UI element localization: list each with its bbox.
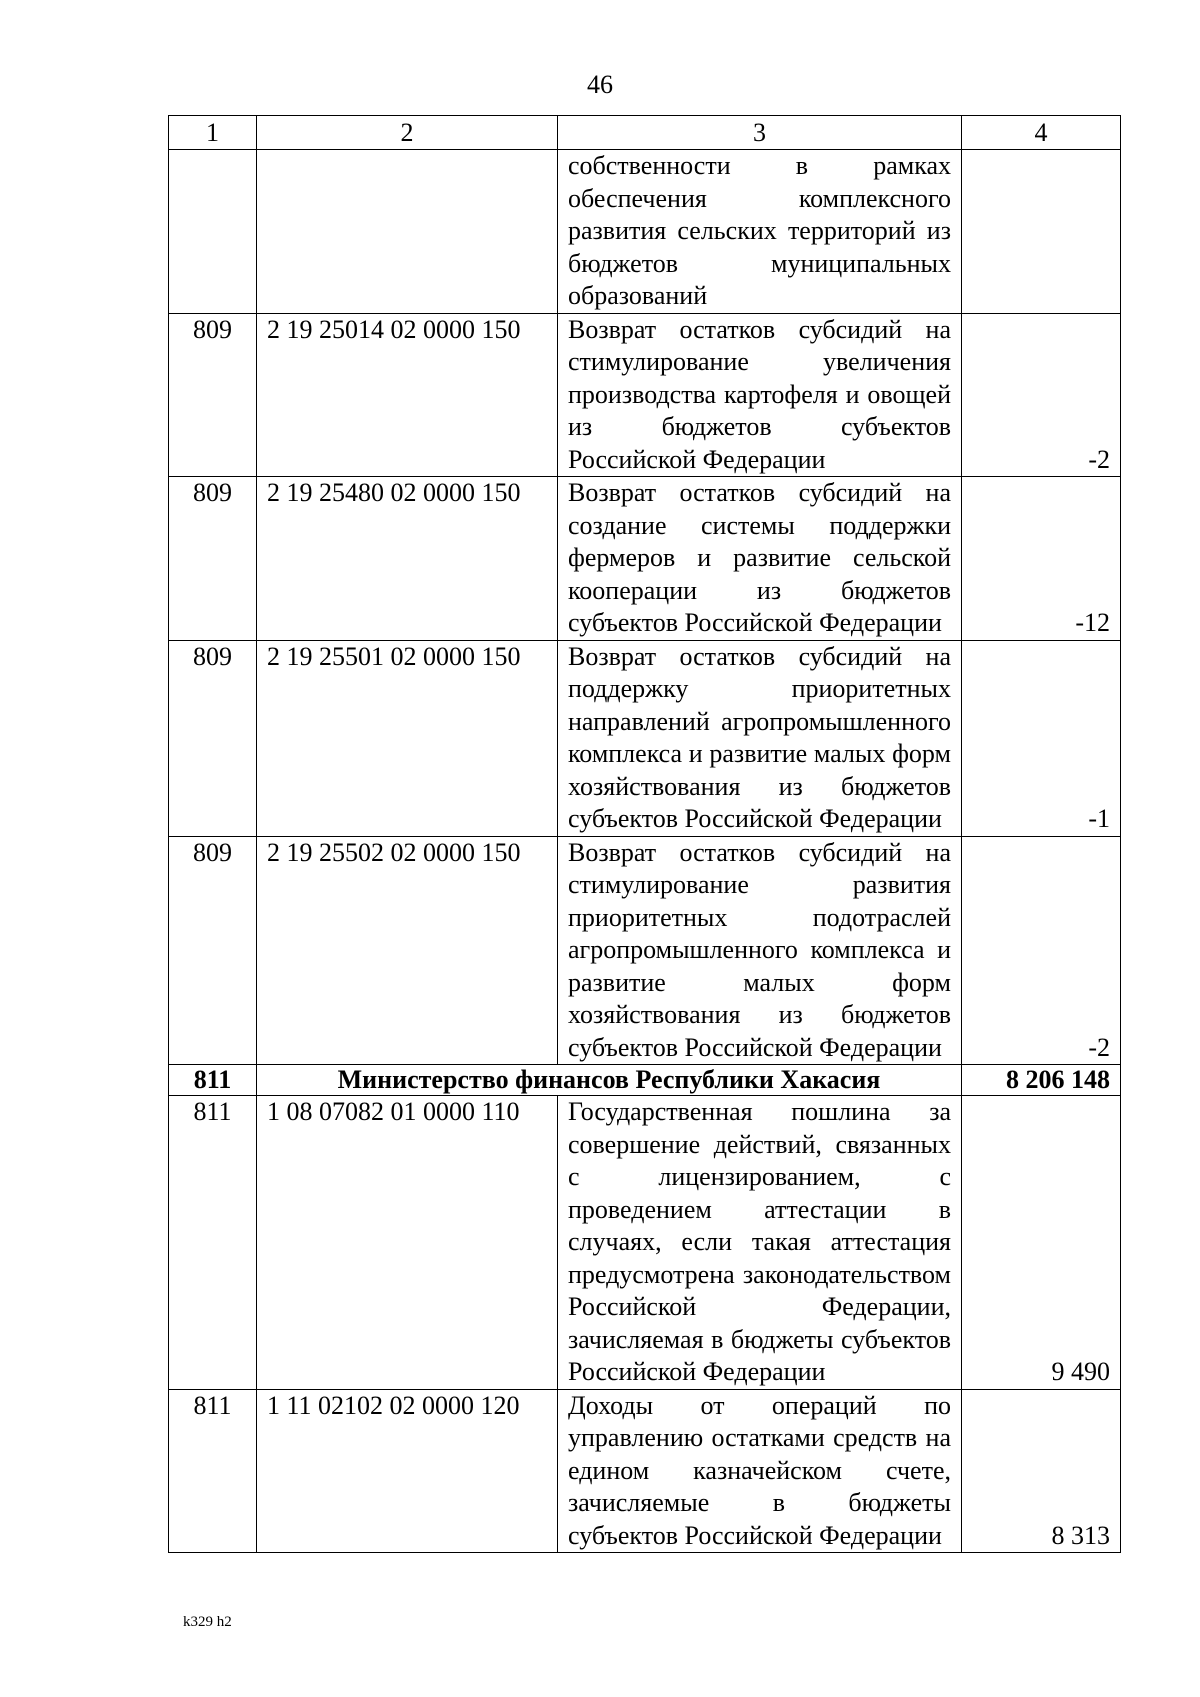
amount-cell: [962, 150, 1121, 314]
amount-cell: -2: [962, 313, 1121, 477]
revenue-code-cell: [257, 150, 558, 314]
revenue-name-cell: Государственная пошлина за совершение действий, связанных с лицензированием, с проведением аттестации в случаях, если такая аттестация предусмотрена законодательством Российской Федерации, зачисляемая в бюджеты субъектов Российской Федерации: [558, 1096, 962, 1390]
revenue-code-cell: 2 19 25501 02 0000 150: [257, 640, 558, 836]
organization-row: [169, 1065, 1121, 1096]
revenue-table: [168, 115, 1121, 1553]
header-col-3: 3: [558, 116, 962, 150]
admin-code-cell: [169, 150, 257, 314]
revenue-name-cell: Возврат остатков субсидий на поддержку приоритетных направлений агропромышленного комплекса и развитие малых форм хозяйствования из бюджетов субъектов Российской Федерации: [558, 640, 962, 836]
amount-cell: 9 490: [962, 1096, 1121, 1390]
revenue-code-cell: 2 19 25480 02 0000 150: [257, 477, 558, 641]
admin-code-cell: 811: [169, 1096, 257, 1390]
org-name-cell: Министерство финансов Республики Хакасия: [257, 1065, 962, 1096]
revenue-code-cell: 2 19 25502 02 0000 150: [257, 836, 558, 1065]
admin-code-cell: 809: [169, 313, 257, 477]
header-col-1: 1: [169, 116, 257, 150]
amount-cell: 8 313: [962, 1389, 1121, 1553]
header-col-4: 4: [962, 116, 1121, 150]
table-row: [169, 477, 1121, 641]
amount-cell: -2: [962, 836, 1121, 1065]
admin-code-cell: 809: [169, 640, 257, 836]
amount-cell: -12: [962, 477, 1121, 641]
table-row: [169, 1096, 1121, 1390]
admin-code-cell: 809: [169, 836, 257, 1065]
table-row: [169, 640, 1121, 836]
org-amount-cell: 8 206 148: [962, 1065, 1121, 1096]
page-number: 46: [587, 70, 613, 99]
revenue-name-cell: Возврат остатков субсидий на стимулирование развития приоритетных подотраслей агропромышленного комплекса и развитие малых форм хозяйствования из бюджетов субъектов Российской Федерации: [558, 836, 962, 1065]
revenue-name-cell: Доходы от операций по управлению остатками средств на едином казначейском счете, зачисляемые в бюджеты субъектов Российской Федерации: [558, 1389, 962, 1553]
revenue-code-cell: 1 08 07082 01 0000 110: [257, 1096, 558, 1390]
revenue-name-cell: Возврат остатков субсидий на стимулирование увеличения производства картофеля и овощей из бюджетов субъектов Российской Федерации: [558, 313, 962, 477]
header-row: [169, 116, 1121, 150]
admin-code-cell: 809: [169, 477, 257, 641]
table-row: [169, 836, 1121, 1065]
table-row: [169, 1389, 1121, 1553]
revenue-name-cell: собственности в рамках обеспечения комплексного развития сельских территорий из бюджетов муниципальных образований: [558, 150, 962, 314]
table-row: [169, 313, 1121, 477]
amount-cell: -1: [962, 640, 1121, 836]
revenue-code-cell: 2 19 25014 02 0000 150: [257, 313, 558, 477]
table-row: [169, 150, 1121, 314]
footer-code: k329 h2: [183, 1614, 232, 1630]
admin-code-cell: 811: [169, 1389, 257, 1553]
revenue-name-cell: Возврат остатков субсидий на создание системы поддержки фермеров и развитие сельской кооперации из бюджетов субъектов Российской Федерации: [558, 477, 962, 641]
revenue-code-cell: 1 11 02102 02 0000 120: [257, 1389, 558, 1553]
header-col-2: 2: [257, 116, 558, 150]
org-admin-code-cell: 811: [169, 1065, 257, 1096]
